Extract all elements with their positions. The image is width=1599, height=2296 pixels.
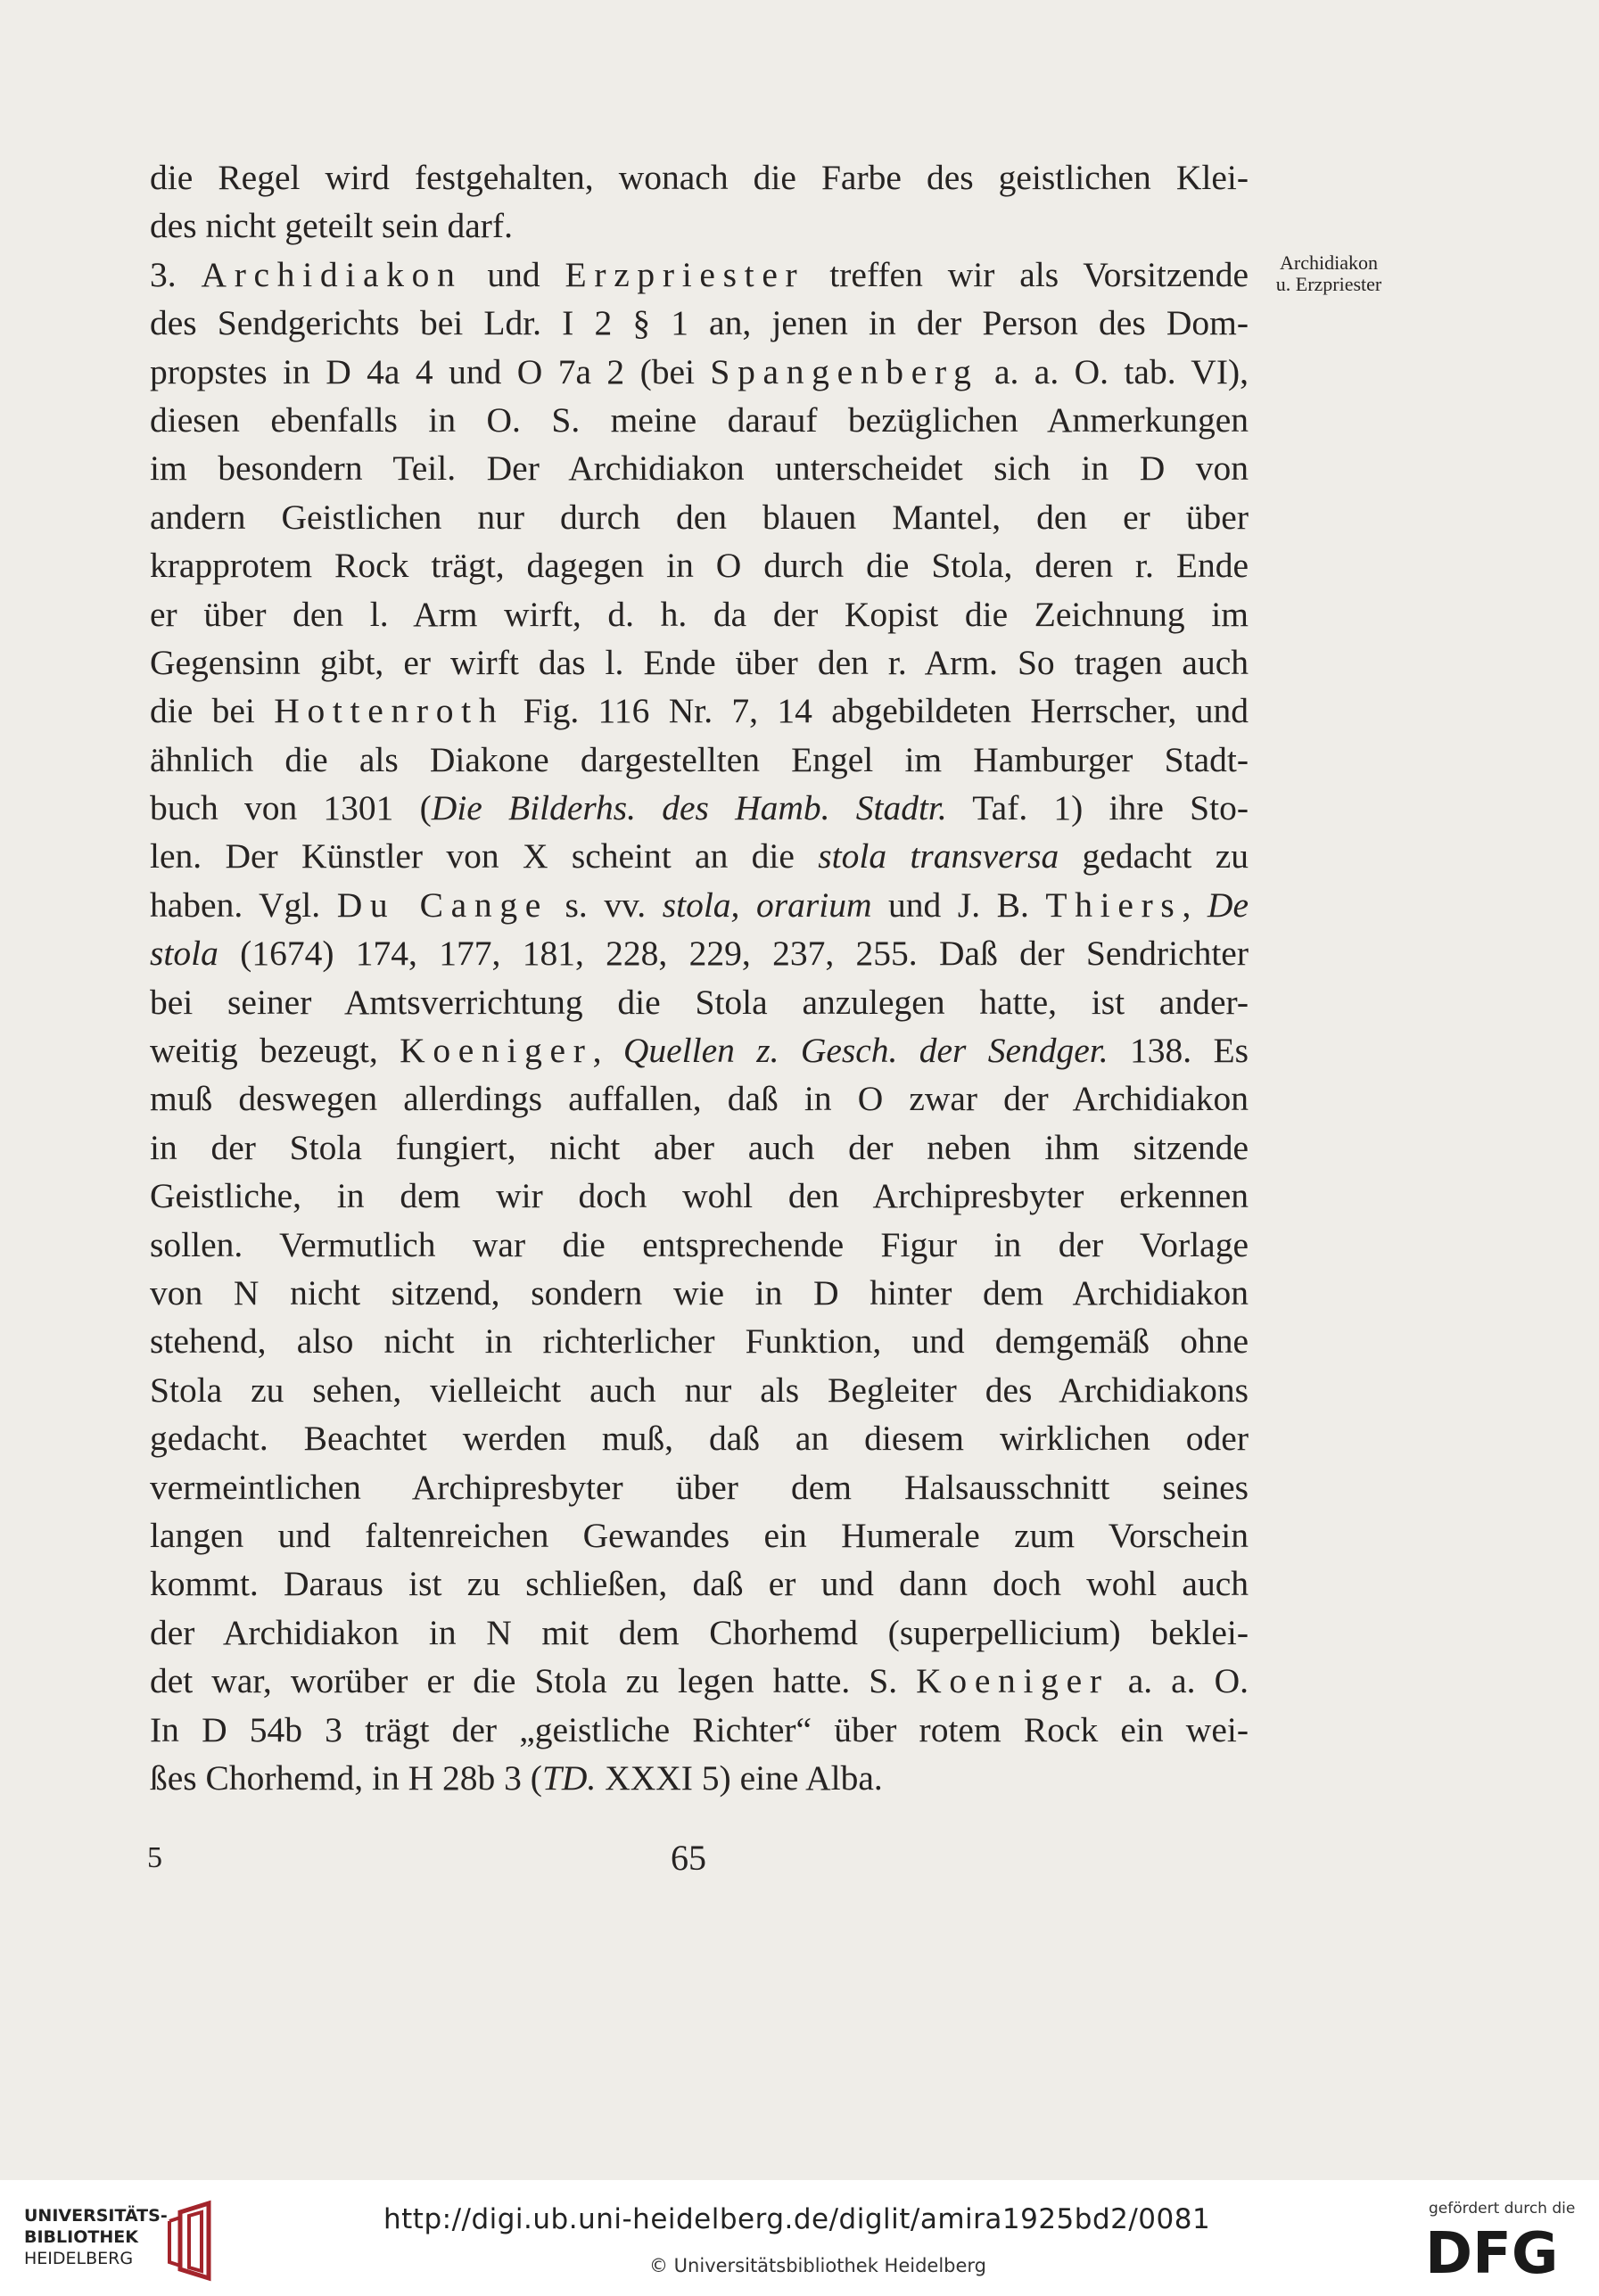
text-run: von N nicht sitzend, sondern wie in D hinter dem Archidiakon xyxy=(150,1272,1249,1313)
text-run: kommt. Daraus ist zu schließen, daß er und dann doch wohl auch xyxy=(150,1564,1249,1604)
permalink-url[interactable]: http://digi.ub.uni-heidelberg.de/diglit/amira1925bd2/0081 xyxy=(383,2203,1211,2235)
library-name-line: UNIVERSITÄTS- xyxy=(24,2206,168,2226)
text-run: buch von 1301 ( xyxy=(150,788,432,828)
text-run: weitig bezeugt, xyxy=(150,1031,400,1071)
text-run: er über den l. Arm wirft, d. h. da der Kopist die Zeichnung im xyxy=(150,594,1249,634)
footer-bar xyxy=(0,2180,1599,2296)
text-run: krapprotem Rock trägt, dagegen in O durch die Stola, deren r. Ende xyxy=(150,546,1249,586)
text-line xyxy=(150,202,1249,250)
text-run: (1674) 174, 177, 181, 228, 229, 237, 255. Daß der Sendrichter xyxy=(218,934,1249,974)
library-name xyxy=(24,2205,168,2269)
text-run: Koeniger xyxy=(400,1031,593,1071)
text-run: 138. Es xyxy=(1108,1031,1249,1071)
text-run: In D 54b 3 trägt der „geistliche Richter“ über rotem Rock ein wei- xyxy=(150,1709,1249,1749)
text-run: des Sendgerichts bei Ldr. I 2 § 1 an, jenen in der Person des Dom- xyxy=(150,303,1249,343)
text-run: Du Cange xyxy=(336,885,548,925)
text-line xyxy=(150,493,1249,541)
text-line xyxy=(150,638,1249,687)
text-line xyxy=(150,153,1249,202)
margin-note xyxy=(1253,252,1405,295)
library-name-line: HEIDELBERG xyxy=(24,2249,134,2268)
text-run: im besondern Teil. Der Archidiakon unterscheidet sich in D von xyxy=(150,449,1249,489)
text-line xyxy=(150,1317,1249,1365)
text-line xyxy=(150,1706,1249,1754)
text-line xyxy=(150,348,1249,396)
text-run: vermeintlichen Archipresbyter über dem Halsausschnitt seines xyxy=(150,1467,1249,1507)
text-run: diesen ebenfalls in O. S. meine darauf bezüglichen Anmerkungen xyxy=(150,399,1249,440)
text-run: Taf. 1) ihre Sto- xyxy=(946,788,1249,828)
text-run: Erzpriester xyxy=(565,254,805,294)
text-run: des nicht geteilt sein darf. xyxy=(150,206,513,246)
text-line xyxy=(150,396,1249,444)
margin-note-line: Archidiakon xyxy=(1280,251,1378,274)
text-line xyxy=(150,1123,1249,1172)
text-run: und xyxy=(462,254,565,294)
text-run: , xyxy=(592,1031,623,1071)
text-run: langen und faltenreichen Gewandes ein Humerale zum Vorschein xyxy=(150,1515,1249,1555)
text-run: gedacht. Beachtet werden muß, daß an diesem wirklichen oder xyxy=(150,1419,1249,1459)
text-run: ßes Chorhemd, in H 28b 3 ( xyxy=(150,1757,542,1798)
text-run: die bei xyxy=(150,691,275,731)
text-line xyxy=(150,541,1249,589)
text-line xyxy=(150,881,1249,929)
text-run: Thiers xyxy=(1045,885,1183,925)
text-line xyxy=(150,1609,1249,1657)
text-run: len. Der Künstler von X scheint an die xyxy=(150,836,819,876)
text-run: stola transversa xyxy=(818,836,1059,876)
text-line xyxy=(150,1269,1249,1317)
text-run: muß deswegen allerdings auffallen, daß in O zwar der Archidiakon xyxy=(150,1079,1249,1119)
text-run: bei seiner Amtsverrichtung die Stola anzulegen hatte, ist ander- xyxy=(150,982,1249,1022)
text-line xyxy=(150,444,1249,492)
text-run: stola xyxy=(150,934,218,974)
dfg-logo-icon xyxy=(1425,2223,1568,2278)
text-run: ähnlich die als Diakone dargestellten Engel im Hamburger Stadt- xyxy=(150,739,1249,779)
text-run: Stola zu sehen, vielleicht auch nur als Begleiter des Archidiakons xyxy=(150,1370,1249,1410)
text-run: andern Geistlichen nur durch den blauen Mantel, den er über xyxy=(150,497,1249,537)
text-line xyxy=(150,1414,1249,1462)
text-run: Koeniger xyxy=(916,1661,1109,1701)
margin-note-line: u. Erzpriester xyxy=(1275,273,1382,295)
text-run: Spangenberg xyxy=(710,351,979,391)
text-run: stola, orarium xyxy=(662,885,872,925)
text-line xyxy=(150,299,1249,347)
text-line xyxy=(150,1074,1249,1123)
text-line xyxy=(150,1754,1249,1802)
text-run: treffen wir als Vorsitzende xyxy=(804,254,1249,294)
text-line xyxy=(150,1559,1249,1608)
text-run: Geistliche, in dem wir doch wohl den Archipresbyter erkennen xyxy=(150,1176,1249,1216)
text-run: sollen. Vermutlich war die entsprechende Figur in der Vorlage xyxy=(150,1224,1249,1264)
text-line xyxy=(150,590,1249,638)
text-run: und J. B. xyxy=(871,885,1046,925)
text-line xyxy=(150,1172,1249,1220)
text-run: Gegensinn gibt, er wirft das l. Ende über den r. Arm. So tragen auch xyxy=(150,642,1249,682)
text-line xyxy=(150,1026,1249,1074)
text-run: Fig. 116 Nr. 7, 14 abgebildeten Herrscher, und xyxy=(504,691,1249,731)
text-run: XXXI 5) eine Alba. xyxy=(596,1757,883,1798)
text-line xyxy=(150,929,1249,977)
text-line xyxy=(150,736,1249,784)
text-run: Die Bilderhs. des Hamb. Stadtr. xyxy=(431,788,947,828)
text-run: der Archidiakon in N mit dem Chorhemd (superpellicium) beklei- xyxy=(150,1612,1249,1652)
body-text xyxy=(150,153,1249,1802)
text-run: in der Stola fungiert, nicht aber auch der neben ihm sitzende xyxy=(150,1127,1249,1167)
text-line xyxy=(150,1511,1249,1559)
signature-mark: 5 xyxy=(147,1841,162,1874)
text-run: die Regel wird festgehalten, wonach die Farbe des geistlichen Klei- xyxy=(150,158,1249,197)
text-run: Quellen z. Gesch. der Sendger. xyxy=(622,1031,1109,1071)
text-line xyxy=(150,1463,1249,1511)
text-line xyxy=(150,1366,1249,1414)
text-run: De xyxy=(1207,885,1249,925)
text-run: stehend, also nicht in richterlicher Funktion, und demgemäß ohne xyxy=(150,1321,1249,1362)
text-run: TD. xyxy=(541,1757,597,1798)
page-number: 65 xyxy=(671,1838,706,1878)
dfg-logo-text: DFG xyxy=(1425,2223,1559,2278)
text-run: , xyxy=(1182,885,1207,925)
text-run: det war, worüber er die Stola zu legen hatte. S. xyxy=(150,1661,917,1701)
text-line xyxy=(150,687,1249,735)
text-run: Hottenroth xyxy=(274,691,505,731)
copyright-notice: © Universitätsbibliothek Heidelberg xyxy=(649,2255,987,2276)
text-run: haben. Vgl. xyxy=(150,885,337,925)
text-line xyxy=(150,832,1249,880)
text-run: a. a. O. tab. VI), xyxy=(978,351,1249,391)
text-line xyxy=(150,251,1249,299)
library-logo-icon xyxy=(162,2200,227,2282)
text-run: 3. xyxy=(150,254,202,294)
text-run: a. a. O. xyxy=(1109,1661,1249,1701)
text-run: gedacht zu xyxy=(1059,836,1249,876)
funding-note: gefördert durch die xyxy=(1429,2200,1576,2218)
text-run: propstes in D 4a 4 und O 7a 2 (bei xyxy=(150,351,711,391)
text-line xyxy=(150,1657,1249,1705)
text-run: s. vv. xyxy=(548,885,663,925)
text-line xyxy=(150,784,1249,832)
text-line xyxy=(150,1221,1249,1269)
text-line xyxy=(150,978,1249,1026)
text-run: Archidiakon xyxy=(201,254,463,294)
library-name-line: BIBLIOTHEK xyxy=(24,2227,138,2247)
